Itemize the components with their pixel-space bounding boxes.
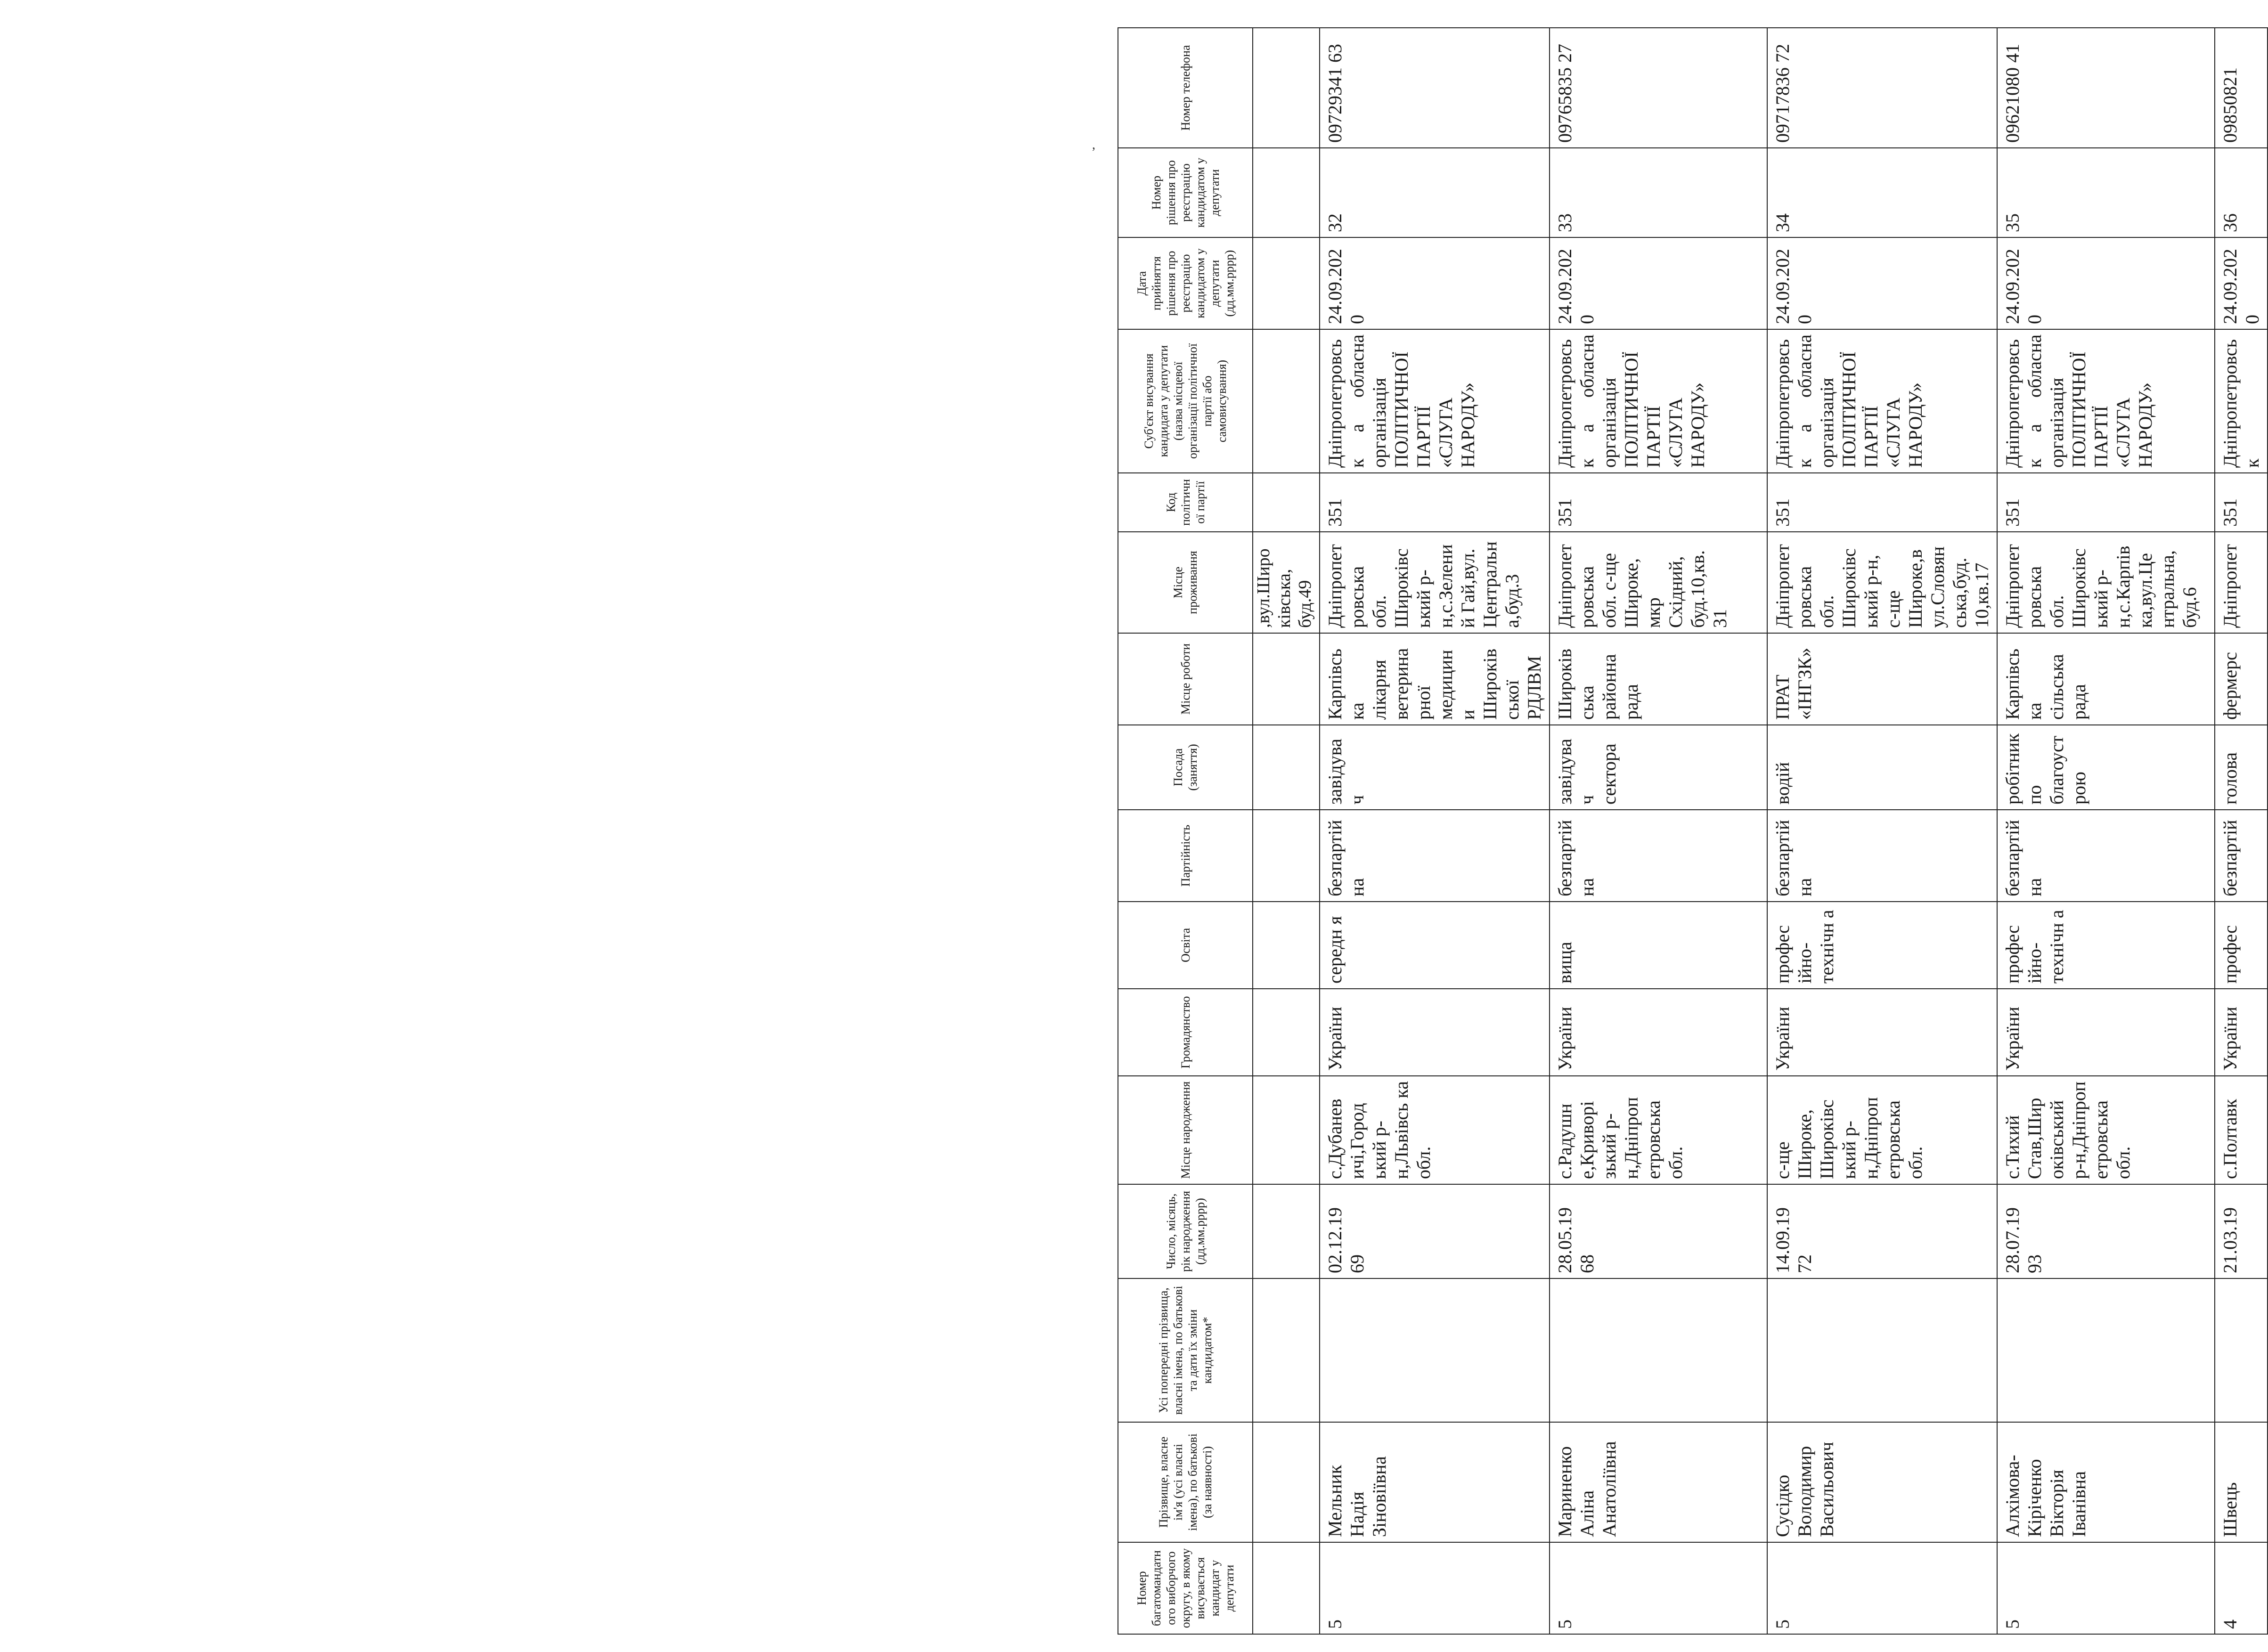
header-row (1118, 28, 1253, 1634)
phone-cell: 09621080 41 (1997, 28, 2215, 148)
nominator-cell: Дніпропетровськ а обласна організація ПОЛІТИЧНОЇ ПАРТІЇ «СЛУГА НАРОДУ» (1767, 329, 1997, 473)
phone-cell: 09717836 72 (1767, 28, 1997, 148)
header-cell: Прізвище, власне ім'я (усі власні імена), по батькові (за наявності) (1118, 1422, 1253, 1542)
birthplace-cell: с.Радушн е,Криворі зький р-н,Дніпроп етровська обл. (1550, 1076, 1767, 1184)
party-code-cell: 351 (1997, 473, 2215, 532)
position-cell: робітник по благоуст рою (1997, 725, 2215, 810)
birthplace-cell: с-ще Широке, Широківс ький р-н,Дніпроп етровська обл. (1767, 1076, 1997, 1184)
decision-date-cell: 24.09.2020 (2215, 237, 2268, 329)
name-cell: Мельник Надія Зіновіївна (1320, 1422, 1550, 1542)
rotated-table-page (1118, 28, 2263, 1635)
phone-cell: 09850821 (2215, 28, 2268, 148)
decision-number-cell: 34 (1767, 148, 1997, 237)
continuation-row (1253, 28, 1320, 1634)
party-code-cell: 351 (2215, 473, 2268, 532)
decision-number-cell: 36 (2215, 148, 2268, 237)
table-row (1997, 28, 2215, 1634)
citizenship-cell: України (1767, 989, 1997, 1076)
position-cell: завідува ч (1320, 725, 1550, 810)
education-cell: профес ійно-технічн а (1767, 902, 1997, 989)
header-cell: Громадянство (1118, 989, 1253, 1076)
prev-names-cell (1320, 1278, 1550, 1422)
party-code-cell: 351 (1767, 473, 1997, 532)
dob-cell: 28.07.19 93 (1997, 1184, 2215, 1278)
citizenship-cell: України (2215, 989, 2268, 1076)
decision-number-cell: 32 (1320, 148, 1550, 237)
dob-cell: 14.09.19 72 (1767, 1184, 1997, 1278)
phone-cell: 09765835 27 (1550, 28, 1767, 148)
header-cell: Суб'єкт висування кандидата у депутати (назва місцевої організації політичної партії або самовисування) (1118, 329, 1253, 473)
decision-date-cell: 24.09.2020 (1320, 237, 1550, 329)
dob-cell: 02.12.19 69 (1320, 1184, 1550, 1278)
residence-cell: Дніпропет ровська обл. с-ще Широке, мкр Східний, буд.10,кв. 31 (1550, 532, 1767, 633)
name-cell: Алхімова-Кіріченко Вікторія Іванівна (1997, 1422, 2215, 1542)
education-cell: вища (1550, 902, 1767, 989)
district-cell: 5 (1997, 1542, 2215, 1634)
header-cell: Освіта (1118, 902, 1253, 989)
residence-cell: ,вул.Широ ківська, буд.49 (1253, 532, 1320, 633)
header-cell: Партійність (1118, 810, 1253, 902)
candidates-table (1118, 27, 2268, 1635)
decision-date-cell: 24.09.2020 (1767, 237, 1997, 329)
header-cell: Код політичної партії (1118, 473, 1253, 532)
party-code-cell: 351 (1550, 473, 1767, 532)
workplace-cell: Карпівсь ка сільська рада (1997, 633, 2215, 725)
education-cell: середн я (1320, 902, 1550, 989)
party-cell: безпартій на (1767, 810, 1997, 902)
table-row (1550, 28, 1767, 1634)
party-code-cell: 351 (1320, 473, 1550, 532)
education-cell: профес ійно-технічн а (1997, 902, 2215, 989)
residence-cell: Дніпропет ровська обл. Широківс ький р-н,с.Зелени й Гай,вул. Центральн а,буд.3 (1320, 532, 1550, 633)
birthplace-cell: с.Полтавк (2215, 1076, 2268, 1184)
position-cell: завідува ч сектора (1550, 725, 1767, 810)
dob-cell: 21.03.19 (2215, 1184, 2268, 1278)
workplace-cell: фермерс (2215, 633, 2268, 725)
residence-cell: Дніпропет ровська обл. Широківс ький р-н,с.Карпів ка,вул.Це нтральна, буд.6 (1997, 532, 2215, 633)
table-row (2215, 28, 2268, 1634)
workplace-cell: Карпівсь ка лікарня ветерина рної медицин и Широків ської РДЛВМ (1320, 633, 1550, 725)
workplace-cell: ПРАТ «ІНГЗК» (1767, 633, 1997, 725)
district-cell: 5 (1320, 1542, 1550, 1634)
citizenship-cell: України (1320, 989, 1550, 1076)
name-cell: Швець (2215, 1422, 2268, 1542)
prev-names-cell (1997, 1278, 2215, 1422)
party-cell: безпартій на (1997, 810, 2215, 902)
citizenship-cell: України (1550, 989, 1767, 1076)
education-cell: профес (2215, 902, 2268, 989)
nominator-cell: Дніпропетровськ а обласна організація ПОЛІТИЧНОЇ ПАРТІЇ «СЛУГА НАРОДУ» (1997, 329, 2215, 473)
prev-names-cell (1550, 1278, 1767, 1422)
table-row (1320, 28, 1550, 1634)
header-cell: Місце роботи (1118, 633, 1253, 725)
pen-mark: , (1092, 138, 1095, 152)
header-cell: Усі попередні прізвища, власні імена, по батькові та дати їх зміни кандидатом* (1118, 1278, 1253, 1422)
position-cell: водій (1767, 725, 1997, 810)
name-cell: Сусідко Володимир Васильович (1767, 1422, 1997, 1542)
birthplace-cell: с.Дубанев ичі,Город ький р-н,Львівсь ка обл. (1320, 1076, 1550, 1184)
residence-cell: Дніпропет (2215, 532, 2268, 633)
header-cell: Номер телефона (1118, 28, 1253, 148)
nominator-cell: Дніпропетровськ (2215, 329, 2268, 473)
decision-date-cell: 24.09.2020 (1550, 237, 1767, 329)
name-cell: Мариненко Аліна Анатоліївна (1550, 1422, 1767, 1542)
header-cell: Посада (заняття) (1118, 725, 1253, 810)
district-cell: 5 (1767, 1542, 1997, 1634)
table-row (1767, 28, 1997, 1634)
party-cell: безпартій (2215, 810, 2268, 902)
header-cell: Дата прийняття рішення про реєстрацію кандидатом у депутати (дд.мм.рррр) (1118, 237, 1253, 329)
workplace-cell: Широків ська районна рада (1550, 633, 1767, 725)
citizenship-cell: України (1997, 989, 2215, 1076)
residence-cell: Дніпропет ровська обл. Широківс ький р-н, с-ще Широке,в ул.Словян ська,буд. 10,кв.17 (1767, 532, 1997, 633)
header-cell: Номер багатомандатного виборчого округу, в якому висувається кандидат у депутати (1118, 1542, 1253, 1634)
header-cell: Місце народження (1118, 1076, 1253, 1184)
district-cell: 4 (2215, 1542, 2268, 1634)
decision-number-cell: 33 (1550, 148, 1767, 237)
party-cell: безпартій на (1550, 810, 1767, 902)
party-cell: безпартій на (1320, 810, 1550, 902)
header-cell: Місце проживання (1118, 532, 1253, 633)
birthplace-cell: с.Тихий Став,Шир оківський р-н,Дніпроп етровська обл. (1997, 1076, 2215, 1184)
dob-cell: 28.05.19 68 (1550, 1184, 1767, 1278)
header-cell: Число, місяць, рік народження (дд.мм.рррр) (1118, 1184, 1253, 1278)
nominator-cell: Дніпропетровськ а обласна організація ПОЛІТИЧНОЇ ПАРТІЇ «СЛУГА НАРОДУ» (1320, 329, 1550, 473)
position-cell: голова (2215, 725, 2268, 810)
district-cell: 5 (1550, 1542, 1767, 1634)
prev-names-cell (2215, 1278, 2268, 1422)
phone-cell: 09729341 63 (1320, 28, 1550, 148)
header-cell: Номер рішення про реєстрацію кандидатом у депутати (1118, 148, 1253, 237)
nominator-cell: Дніпропетровськ а обласна організація ПОЛІТИЧНОЇ ПАРТІЇ «СЛУГА НАРОДУ» (1550, 329, 1767, 473)
decision-date-cell: 24.09.2020 (1997, 237, 2215, 329)
prev-names-cell (1767, 1278, 1997, 1422)
decision-number-cell: 35 (1997, 148, 2215, 237)
